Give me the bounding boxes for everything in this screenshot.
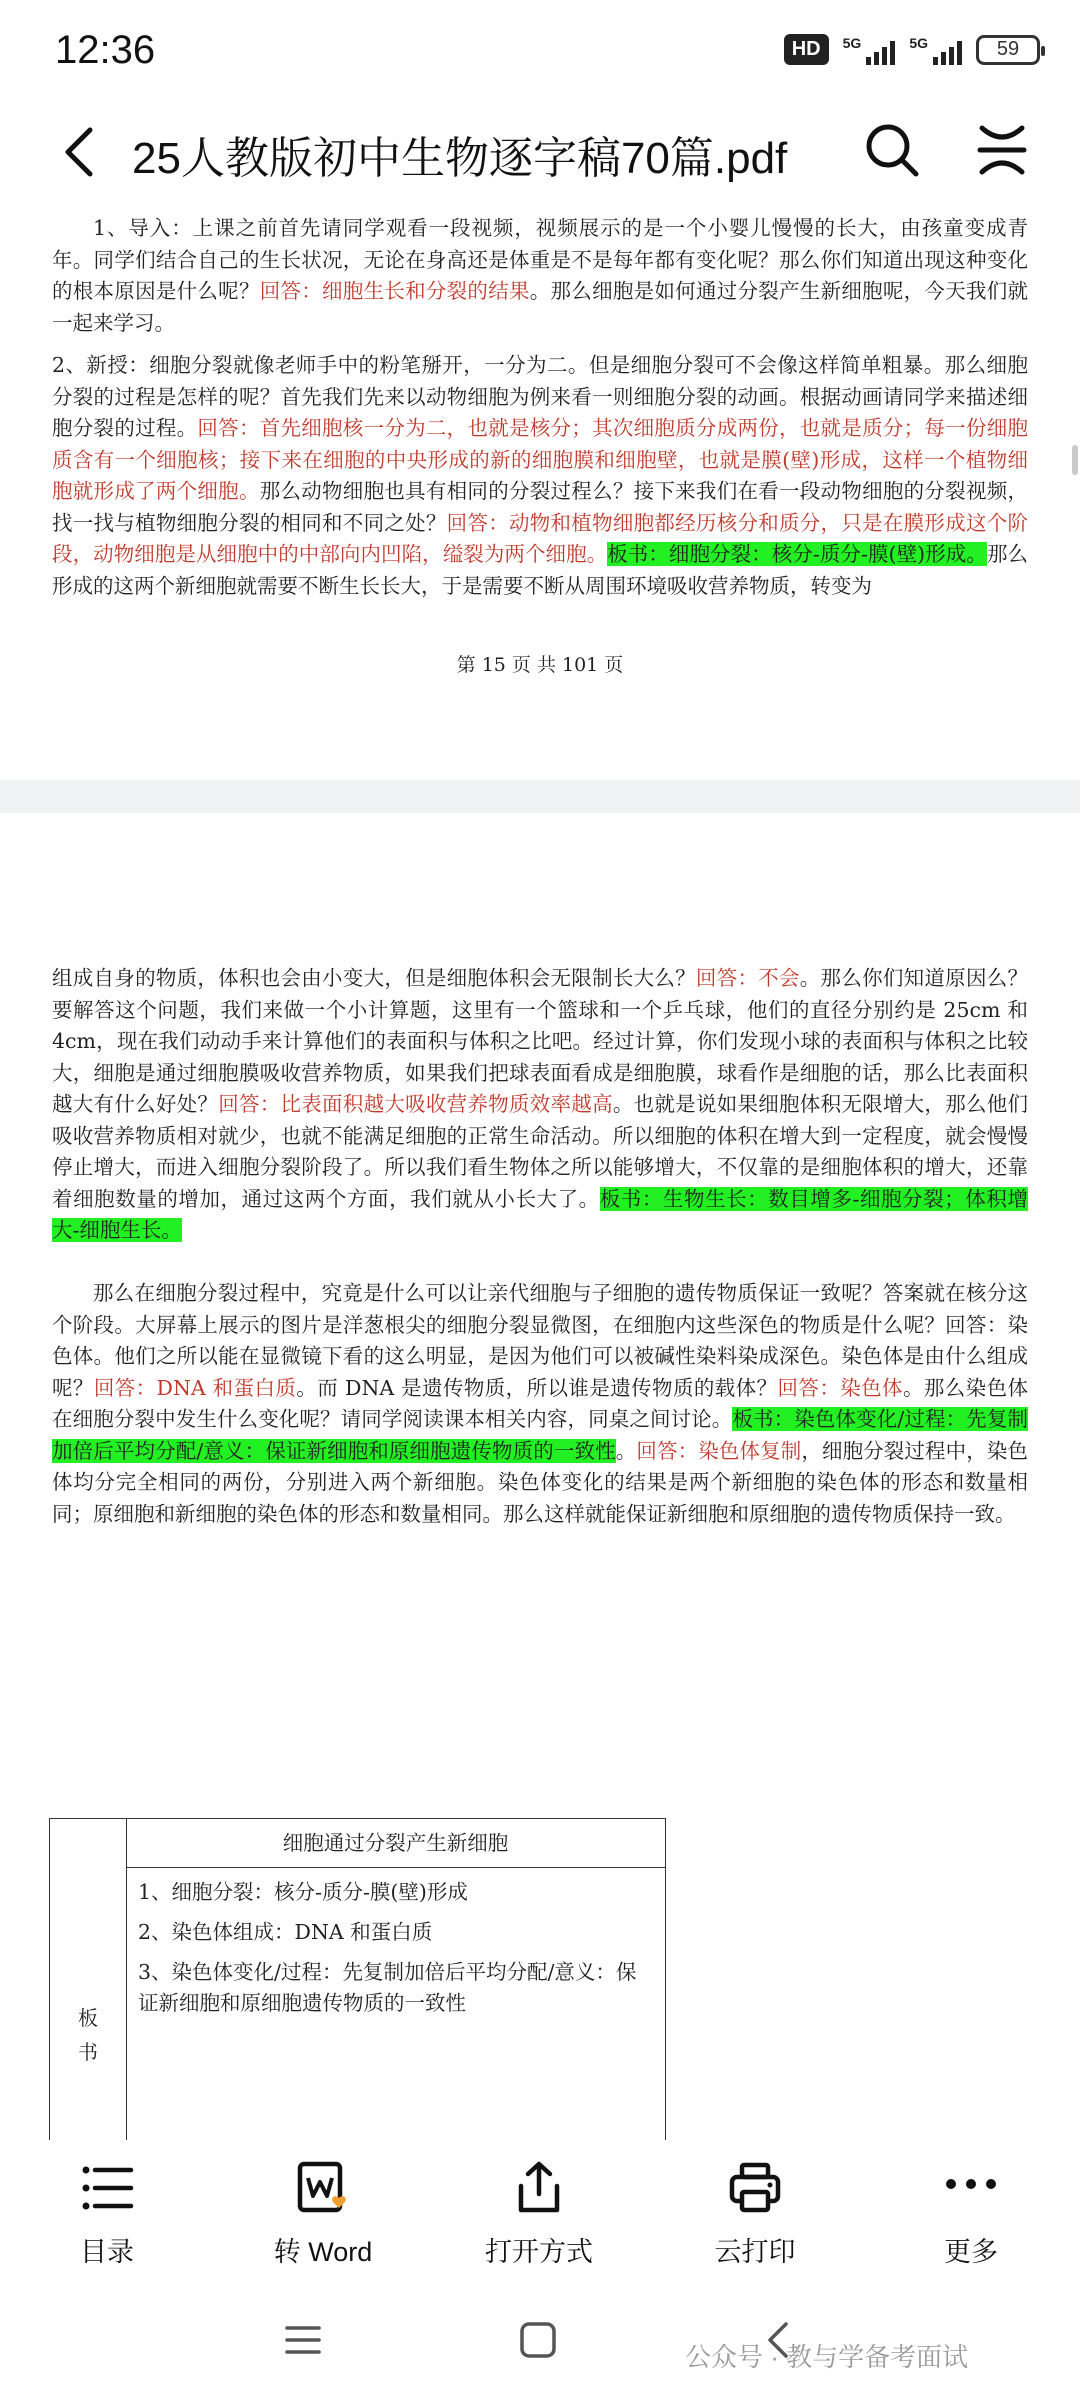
paragraph-intro — [52, 213, 1028, 339]
board-note-highlight: 板书：染色体变化/过程：先复制加倍后平均分配/意义：保证新细胞和原细胞遗传物质的一致性 — [52, 1407, 1029, 1463]
answer-text: 回答：染色体 — [777, 1375, 903, 1400]
convert-word-button[interactable] — [233, 2160, 413, 2269]
home-icon[interactable] — [518, 2320, 558, 2360]
back-arrow-icon[interactable] — [52, 122, 112, 182]
document-viewer[interactable] — [0, 205, 1080, 2140]
toolbar-label: 云打印 — [714, 2237, 796, 2267]
text-run: 2、新授：细胞分裂就像老师手中的粉笔掰开，一分为二。但是细胞分裂可不会像这样简单粗暴。那么细胞分裂的过程是怎样的呢？首先我们先来以动物细胞为例来看一则细胞分裂的动画。根据动画请同学来描述细胞分裂的过程。 — [52, 353, 1028, 440]
text-run: 组成自身的物质，体积也会由小变大，但是细胞体积会无限制长大么？ — [52, 966, 696, 990]
paragraph-chromosome — [52, 1278, 1028, 1530]
signal-icon — [843, 35, 896, 65]
watermark: 公众号 · 教与学备考面试 — [685, 2342, 969, 2372]
page-number-footer: 第 15 页 共 101 页 — [456, 654, 624, 676]
list-icon — [79, 2160, 135, 2216]
text-run: 。那么染色体在细胞分裂中发生什么变化呢？请同学阅读课本相关内容，同桌之间讨论。 — [52, 1375, 1028, 1431]
bottom-toolbar — [0, 2140, 1080, 2280]
text-run: 1、导入：上课之前首先请同学观看一段视频，视频展示的是一个小婴儿慢慢的长大，由孩童变成青年。同学们结合自己的生长状况，无论在身高还是体重是不是每年都有变化呢？那么你们知道出现这种变化的根本原因是什么呢？ — [52, 216, 1028, 303]
search-icon[interactable] — [862, 120, 922, 180]
text-run: 那么动物细胞也具有相同的分裂过程么？接下来我们在看一段动物细胞的分裂视频，找一找与植物细胞分裂的相同和不同之处？ — [52, 479, 1028, 535]
toolbar-label: 打开方式 — [485, 2237, 593, 2267]
board-label: 板书 — [78, 2006, 98, 2064]
answer-text: 回答：染色体复制 — [636, 1438, 802, 1463]
board-item: 3、染色体变化/过程：先复制加倍后平均分配/意义：保证新细胞和原细胞遗传物质的一致性 — [138, 1960, 637, 2015]
open-with-button[interactable] — [449, 2160, 629, 2269]
scrollbar-thumb[interactable] — [1072, 445, 1078, 475]
answer-text: 回答：细胞生长和分裂的结果 — [259, 279, 530, 303]
top-app-bar — [0, 100, 1080, 205]
text-run: 。那么细胞是如何通过分裂产生新细胞呢，今天我们就一起来学习。 — [52, 279, 1029, 335]
signal-icon — [909, 35, 962, 65]
board-note-highlight: 板书：生物生长：数目增多-细胞分裂；体积增大-细胞生长。 — [52, 1186, 1028, 1242]
answer-text: 回答：不会 — [695, 966, 800, 990]
hd-voice-icon: HD — [784, 34, 829, 65]
answer-text: 回答：比表面积越大吸收营养物质效率越高 — [218, 1092, 613, 1116]
pdf-page-15 — [0, 205, 1080, 780]
more-button[interactable] — [881, 2160, 1061, 2269]
answer-text: 回答：首先细胞核一分为二，也就是核分；其次细胞质分成两份，也就是质分；每一份细胞质含有一个细胞核；接下来在细胞的中央形成的新的细胞膜和细胞壁，也就是膜(壁)形成，这样一个植物细胞就形成了两个细胞。 — [52, 416, 1029, 503]
toolbar-label: 转 Word — [273, 2237, 373, 2267]
more-dots-icon — [943, 2160, 999, 2216]
board-label-cell — [50, 1819, 127, 2140]
text-run: 。那么你们知道原因么？要解答这个问题，我们来做一个小计算题，这里有一个篮球和一个乒乓球，他们的直径分别约是 25cm 和 4cm，现在我们动动手来计算他们的表面积与体积之比吧。经过计算，你们发现小球的表面积与体积之比较大，细胞是通过细胞膜吸收营养物质，如果我们把球表面看成是细胞膜，球看作是细胞的话，那么比表面积越大有什么好处？ — [52, 966, 1028, 1116]
paragraph-cell-growth — [52, 963, 1028, 1247]
text-run: 那么形成的这两个新细胞就需要不断生长长大，于是需要不断从周围环境吸收营养物质，转变为 — [52, 542, 1029, 598]
text-run: 那么在细胞分裂过程中，究竟是什么可以让亲代细胞与子细胞的遗传物质保证一致呢？答案就在核分这个阶段。大屏幕上展示的图片是洋葱根尖的细胞分裂显微图，在细胞内这些深色的物质是什么呢？回答：染色体。他们之所以能在显微镜下看的这么明显，是因为他们可以被碱性染料染成深色。染色体是由什么组成呢？ — [52, 1281, 1028, 1400]
toolbar-label: 更多 — [944, 2237, 998, 2267]
answer-text: 回答：动物和植物细胞都经历核分和质分，只是在膜形成这个阶段，动物细胞是从细胞中的中部向内凹陷，缢裂为两个细胞。 — [52, 510, 1029, 566]
page-layout-icon[interactable] — [972, 120, 1032, 180]
system-navigation-bar — [0, 2280, 1080, 2401]
text-run: 。 — [615, 1438, 637, 1463]
pdf-page-16 — [0, 813, 1080, 2140]
board-note-highlight: 板书：细胞分裂：核分-质分-膜(壁)形成。 — [607, 542, 987, 566]
toolbar-label: 目录 — [80, 2237, 134, 2267]
network-type-label: 5G — [909, 34, 928, 51]
text-run: 。而 DNA 是遗传物质，所以谁是遗传物质的载体？ — [296, 1375, 778, 1400]
printer-icon — [727, 2160, 783, 2216]
answer-text: 回答：DNA 和蛋白质 — [93, 1375, 297, 1400]
clock: 12:36 — [55, 28, 156, 72]
board-summary-table — [49, 1818, 666, 2140]
board-items — [138, 1877, 653, 2028]
cloud-print-button[interactable] — [665, 2160, 845, 2269]
battery-level: 59 — [996, 38, 1020, 60]
battery-icon — [976, 35, 1040, 65]
status-bar — [0, 0, 1080, 100]
paragraph-new-lesson — [52, 350, 1028, 602]
text-run: ，细胞分裂过程中，染色体均分完全相同的两份，分别进入两个新细胞。染色体变化的结果是两个新细胞的染色体的形态和数量相同；原细胞和新细胞的染色体的形态和数量相同。那么这样就能保证新细胞和原细胞的遗传物质保持一致。 — [52, 1438, 1029, 1526]
board-item: 2、染色体组成：DNA 和蛋白质 — [138, 1920, 433, 1944]
word-convert-icon — [295, 2160, 351, 2216]
board-item: 1、细胞分裂：核分-质分-膜(壁)形成 — [138, 1880, 468, 1904]
board-header: 细胞通过分裂产生新细胞 — [126, 1819, 665, 1868]
toc-button[interactable] — [17, 2160, 197, 2269]
share-icon — [511, 2160, 567, 2216]
status-icons — [784, 34, 1040, 65]
recent-apps-icon[interactable] — [283, 2320, 323, 2360]
document-title: 25人教版初中生物逐字稿70篇.pdf — [132, 134, 788, 183]
text-run: 。也就是说如果细胞体积无限增大，那么他们吸收营养物质相对就少，也就不能满足细胞的正常生命活动。所以细胞的体积在增大到一定程度，就会慢慢停止增大，而进入细胞分裂阶段了。所以我们看生物体之所以能够增大，不仅靠的是细胞体积的增大，还靠着细胞数量的增加，通过这两个方面，我们就从小长大了。 — [52, 1092, 1029, 1211]
network-type-label: 5G — [842, 34, 862, 51]
